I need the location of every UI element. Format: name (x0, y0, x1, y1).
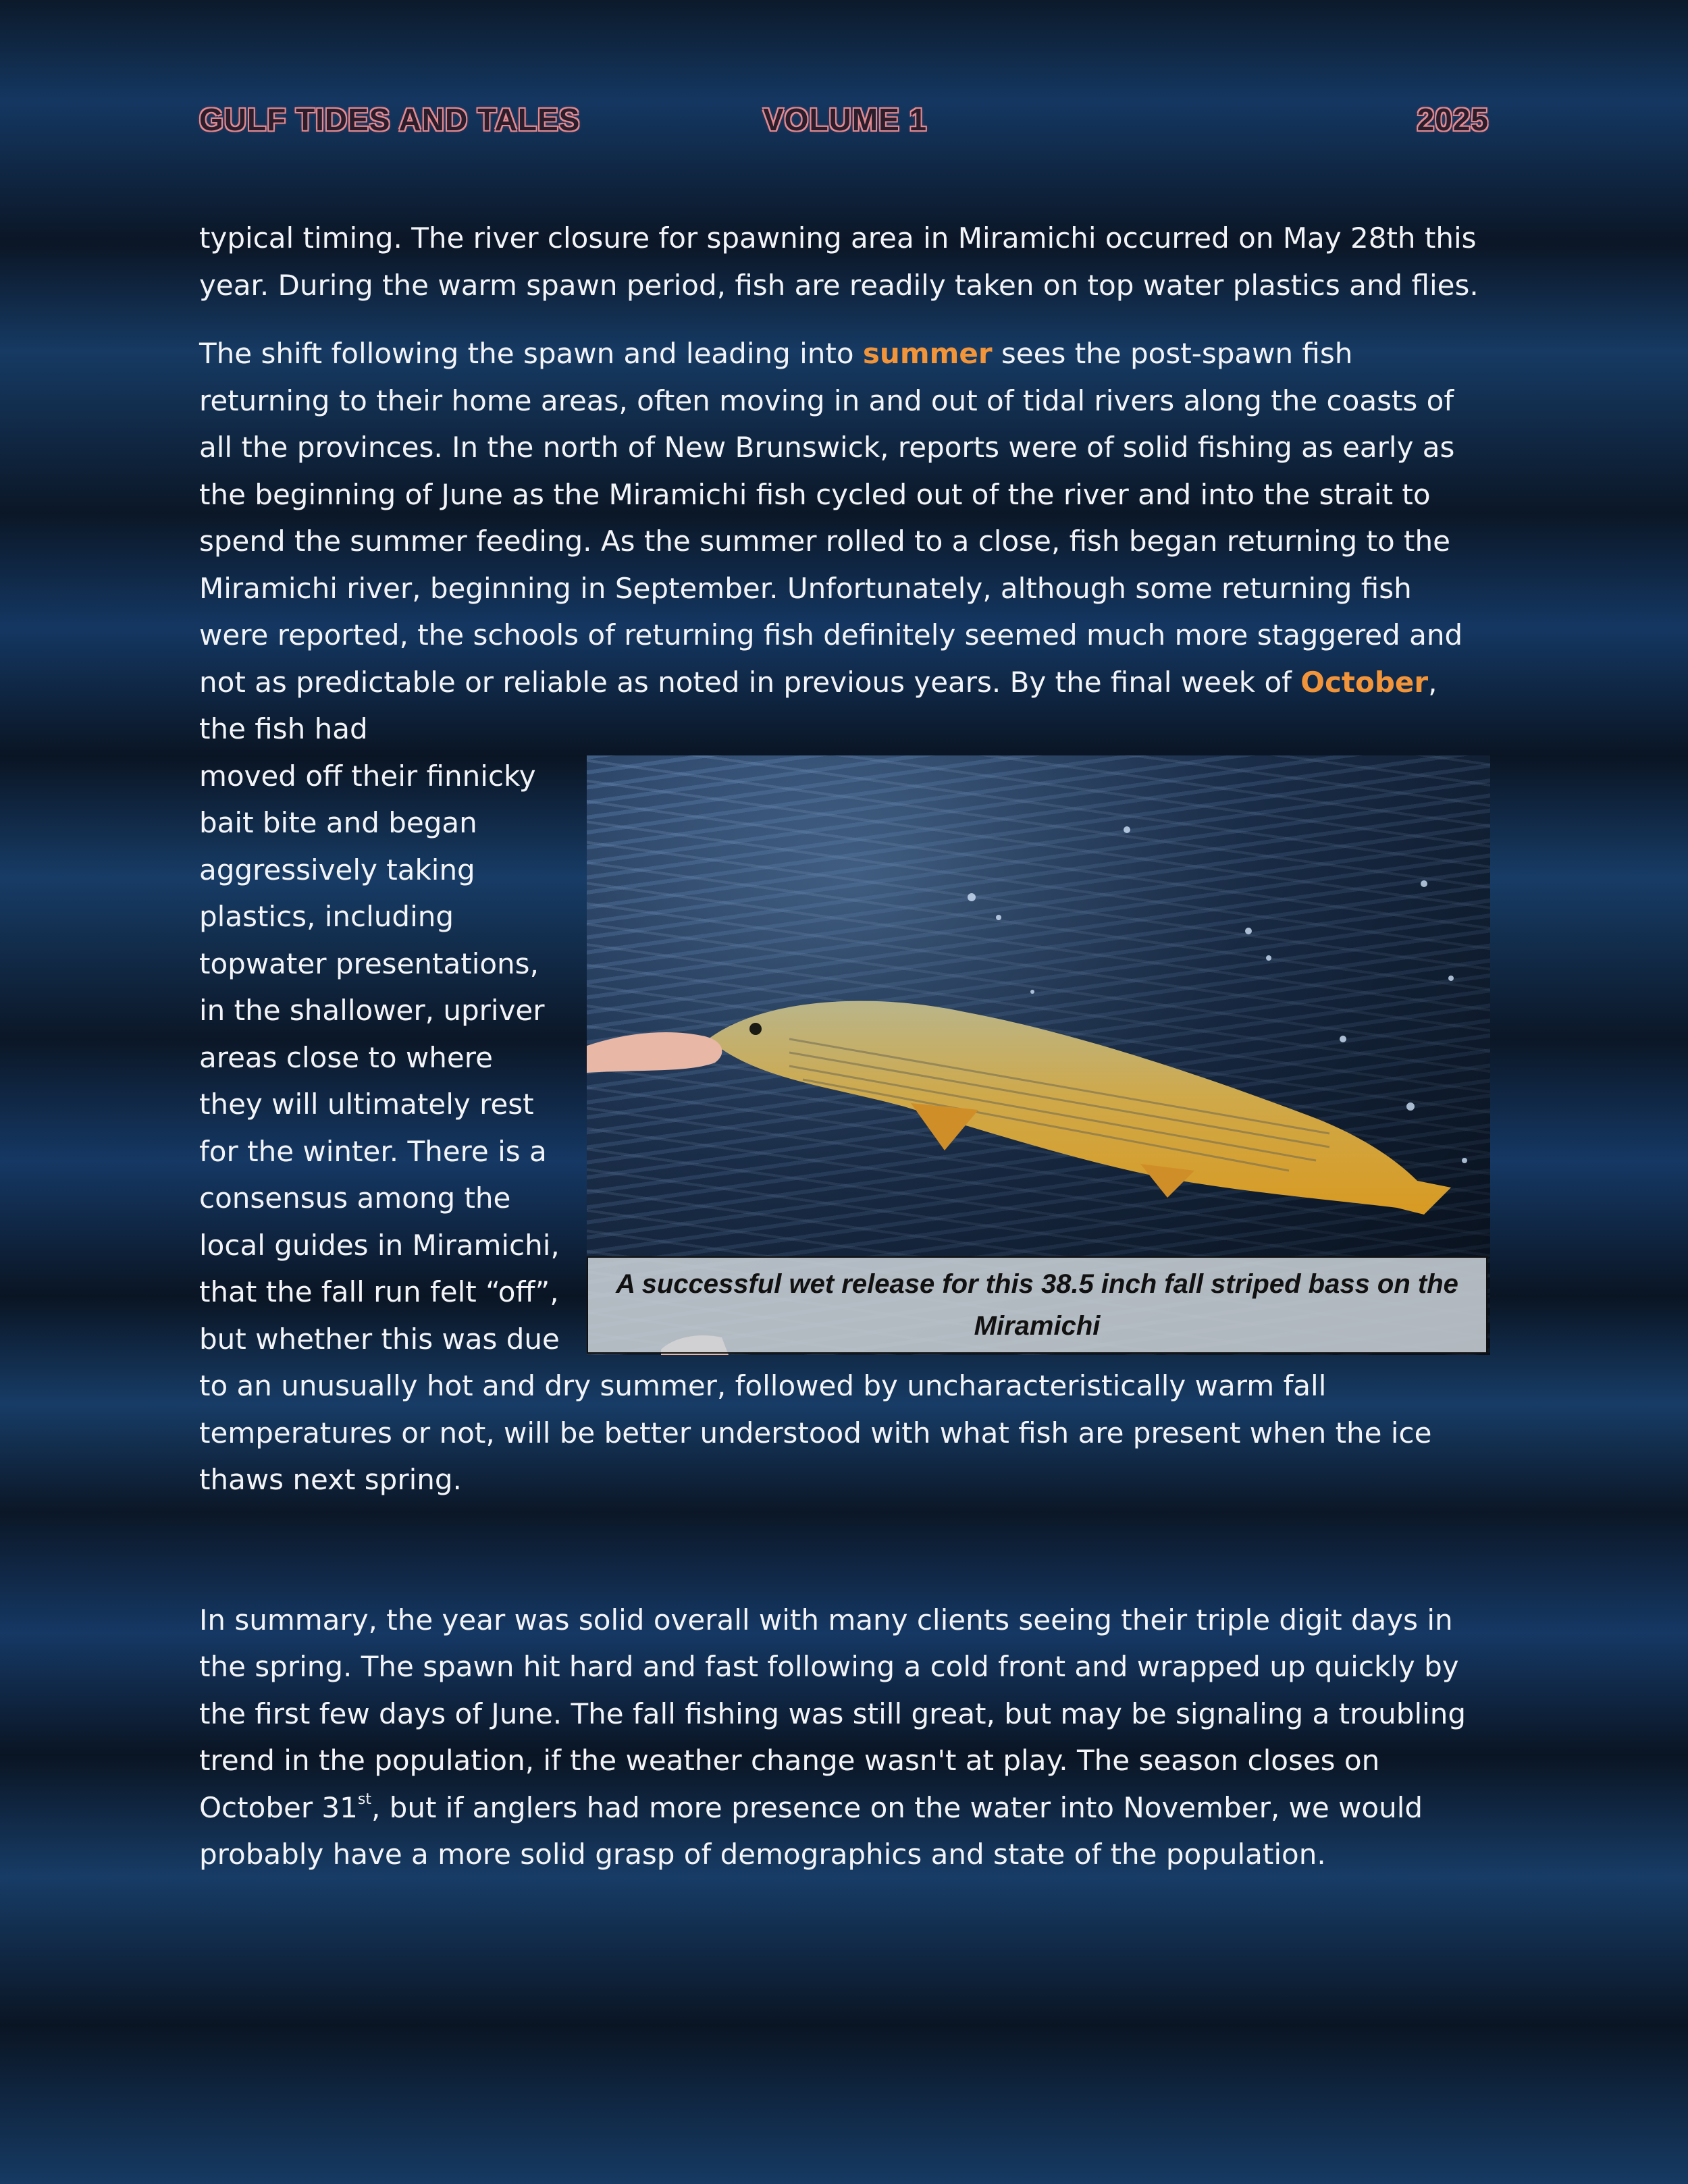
paragraph-summary: In summary, the year was solid overall with many clients seeing their triple digit days in the spring. The spawn hit hard and fast following a cold front and wrapped up quickly by the first few days of June. The fall fishing was still great, but may be signaling a troubling trend in the population, if the weather change wasn't at play. The season closes on October 31st, but if anglers had more presence on the water into November, we would probably have a more solid grasp of demographics and state of the population. (199, 1603, 1467, 1871)
volume-label: VOLUME 1 (763, 102, 928, 137)
article-body (199, 215, 1489, 1878)
page-header (199, 101, 1489, 149)
paragraph-spawn-timing: typical timing. The river closure for spawning area in Miramichi occurred on May 28th this year. During the warm spawn period, fish are readily taken on top water plastics and flies. (199, 221, 1479, 302)
newsletter-title: GULF TIDES AND TALES (199, 102, 581, 137)
highlight-summer: summer (862, 337, 993, 370)
paragraph-fall-run: moved off their finnicky bait bite and began aggressively taking plastics, including topwater presentations, in the shallower, upriver areas close to where they will ultimately rest for the winter. There is a consensus among the local guides in Miramichi, that the fall run felt “off”, but whether this was due to an unusually hot and dry summer, followed by uncharacteristically warm fall temperatures or not, will be better understood with what fish are present when the ice thaws next spring. (199, 759, 1432, 1496)
ordinal-suffix: st (357, 1790, 371, 1808)
paragraph-summer-run: The shift following the spawn and leading into summer sees the post-spawn fish returning to their home areas, often moving in and out of tidal rivers along the coasts of all the provinces. In the north of New Brunswick, reports were of solid fishing as early as the beginning of June as the Miramichi fish cycled out of the river and into the strait to spend the summer feeding. As the summer rolled to a close, fish began returning to the Miramichi river, beginning in September. Unfortunately, although some returning fish were reported, the schools of returning fish definitely seemed much more staggered and not as predictable or reliable as noted in previous years. By the final week of October, the fish had (199, 337, 1463, 745)
highlight-october: October (1300, 665, 1429, 699)
year-label: 2025 (1417, 102, 1489, 137)
photo-caption: A successful wet release for this 38.5 inch fall striped bass on the Miramichi (587, 1256, 1487, 1354)
striped-bass-photo (587, 755, 1490, 1355)
